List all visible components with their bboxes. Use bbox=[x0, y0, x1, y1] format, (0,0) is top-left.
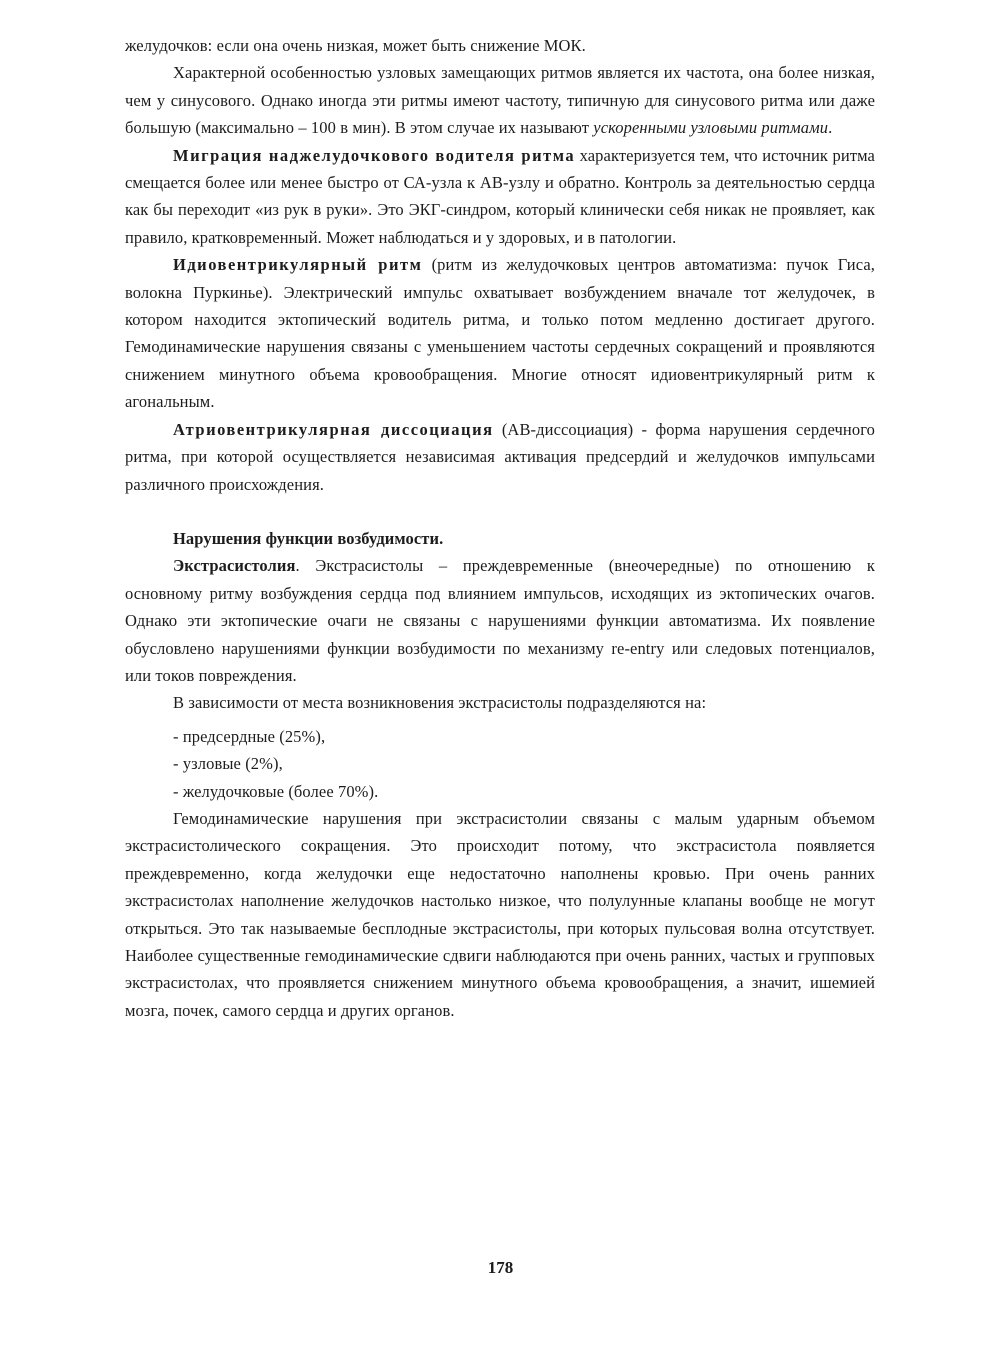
paragraph-end: . bbox=[828, 118, 833, 138]
paragraph-nodal-rhythms bbox=[125, 59, 875, 141]
page-body bbox=[125, 32, 875, 1024]
paragraph-pacemaker-migration bbox=[125, 142, 875, 252]
list-item: - узловые (2%), bbox=[173, 754, 283, 774]
paragraph-text: (ритм из желудочковых центров автоматизма: пучок Гиса, волокна Пуркинье). Электрический импульс охватывает возбуждением вначале тот желудочек, в котором находится эктопический водитель ритма, и только потом медленно достигает другого. Гемодинамические нарушения связаны с уменьшением частоты сердечных сокращений и проявляются снижением минутного объема кровообращения. Многие относят идиовентрикулярный ритм к агональным. bbox=[125, 255, 876, 412]
list-item: - желудочковые (более 70%). bbox=[173, 781, 379, 801]
bold-term: Идиовентрикулярный ритм bbox=[173, 255, 423, 275]
bold-term: Миграция наджелудочкового водителя ритма bbox=[173, 145, 576, 165]
paragraph-extrasystole bbox=[125, 552, 875, 689]
paragraph-hemodynamics: Гемодинамические нарушения при экстрасистолии связаны с малым ударным объемом экстрасистолического сокращения. Это происходит потому, что экстрасистола появляется преждевременно, когда желудочки еще недостаточно наполнены кровью. При очень ранних экстрасистолах наполнение желудочков настолько низкое, что полулунные клапаны вообще не могут открыться. Это так называемые бесплодные экстрасистолы, при которых пульсовая волна отсутствует. Наиболее существенные гемодинамические сдвиги наблюдаются при очень ранних, частых и групповых экстрасистолах, что проявляется снижением минутного объема кровообращения, а значит, ишемией мозга, почек, самого сердца и других органов. bbox=[125, 808, 875, 1020]
paragraph-idioventricular bbox=[125, 251, 875, 415]
paragraph-text: характеризуется тем, что источник ритма смещается более или менее быстро от СА-узла к АВ-узлу и обратно. Контроль за деятельностью сердца как бы переходит «из рук в руки». Это ЭКГ-синдром, который клинически себя никак не проявляет, как правило, кратковременный. Может наблюдаться и у здоровых, и в патологии. bbox=[125, 145, 875, 247]
paragraph-text: Характерной особенностью узловых замещающих ритмов является их частота, она более низкая, чем у синусового. Однако иногда эти ритмы имеют частоту, типичную для синусового ритма или даже большую (максимально – 100 в мин). В этом случае их называют bbox=[125, 63, 875, 138]
bold-term: Атриовентрикулярная диссоциация bbox=[173, 419, 494, 439]
list-item: - предсердные (25%), bbox=[173, 726, 326, 746]
paragraph-text: . Экстрасистолы – преждевременные (внеочередные) по отношению к основному ритму возбуждения сердца под влиянием импульсов, исходящих из эктопических очагов. Однако эти эктопические очаги не связаны с нарушениями функции автоматизма. Их появление обусловлено нарушениями функции возбудимости по механизму re-entry или следовых потенциалов, или токов повреждения. bbox=[125, 556, 875, 685]
bold-term: Экстрасистолия bbox=[173, 556, 296, 576]
paragraph-text: (АВ-диссоциация) - форма нарушения сердечного ритма, при которой осуществляется независимая активация предсердий и желудочков импульсами различного происхождения. bbox=[125, 419, 875, 494]
section-heading: Нарушения функции возбудимости. bbox=[173, 528, 444, 548]
paragraph-continuation: желудочков: если она очень низкая, может быть снижение МОК. bbox=[125, 36, 586, 55]
section-gap bbox=[125, 498, 875, 525]
paragraph-classification: В зависимости от места возникновения экстрасистолы подразделяются на: bbox=[173, 693, 707, 713]
paragraph-av-dissociation bbox=[125, 416, 875, 498]
page-number: 178 bbox=[487, 1258, 514, 1277]
italic-term: ускоренными узловыми ритмами bbox=[593, 118, 829, 138]
